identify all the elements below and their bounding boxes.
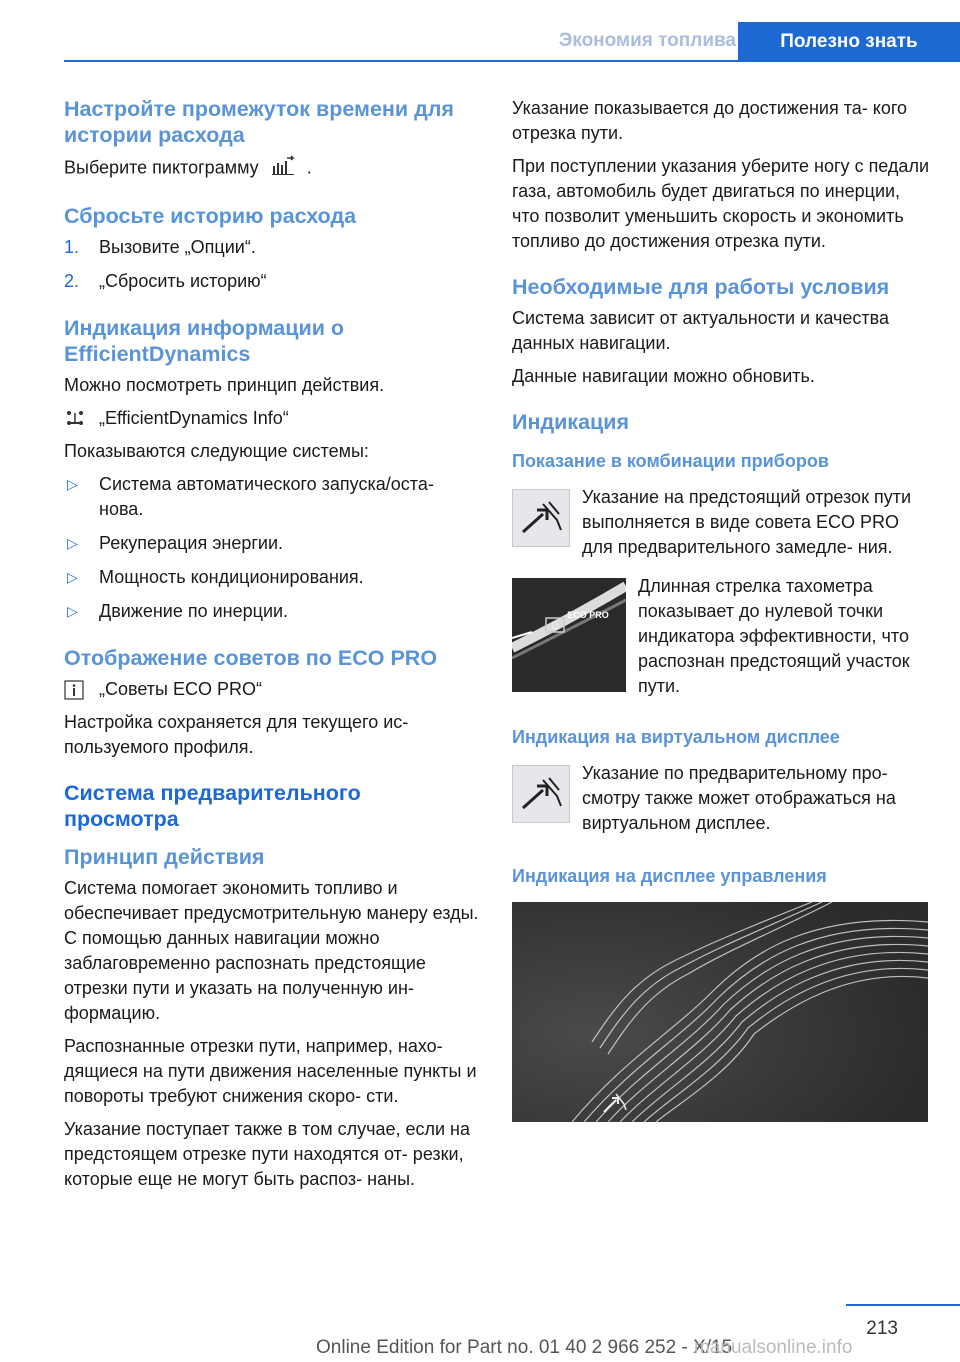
paragraph-release-gas: При поступлении указания уберите ногу с педали газа, автомобиль будет двигаться по инерции, что позволит уменьшить скорость и экономить топливо до достижения отрезка пути. <box>512 156 929 251</box>
footer-rule <box>846 1304 960 1306</box>
tachometer-image <box>512 578 626 692</box>
page-number: 213 <box>866 1318 898 1339</box>
paragraph-cluster: Указание на предстоящий отрезок пути выполняется в виде совета ECO PRO для предварительного замедле‐ ния. <box>582 487 911 557</box>
paragraph-requirements-1: Система зависит от актуальности и качества данных навигации. <box>512 308 889 353</box>
bullet-triangle-icon: ▷ <box>67 476 78 492</box>
paragraph-function-1: Система помогает экономить топливо и обеспечивает предусмотрительную манеру езды. С помощью данных навигации можно заблаговременно распознать предстоящие отрезки пути и указать на полученную ин‐ формацию. <box>64 878 479 1023</box>
header-rule <box>64 60 960 62</box>
info-icon <box>64 680 84 707</box>
heading-virtual-display: Индикация на виртуальном дисплее <box>512 727 840 747</box>
paragraph-until: Указание показывается до достижения та‐ кого отрезка пути. <box>512 98 908 143</box>
paragraph-requirements-2: Данные навигации можно обновить. <box>512 366 815 386</box>
bullet-triangle-icon: ▷ <box>67 603 78 619</box>
systems-list <box>64 472 480 624</box>
heading-control-display: Индикация на дисплее управления <box>512 866 827 886</box>
paragraph-function-3: Указание поступает также в том случае, если на предстоящем отрезке пути находятся от‐ резки, которые еще не могут быть распоз‐ наны. <box>64 1119 470 1189</box>
system-text: Рекуперация энергии. <box>99 533 284 553</box>
consumption-history-icon <box>270 154 296 183</box>
heading-eco-tips: Отображение советов по ECO PRO <box>64 646 438 670</box>
paragraph-principle: Можно посмотреть принцип действия. <box>64 375 385 395</box>
paragraph-virtual: Указание по предварительному про‐ смотру также может отображаться на виртуальном дисплее. <box>582 763 896 833</box>
tacho-block <box>512 574 932 699</box>
select-icon-text: Выберите пиктограмму <box>64 157 259 178</box>
list-item <box>64 531 480 556</box>
ed-info-menu-item <box>64 406 480 431</box>
edition-text: Online Edition for Part no. 01 40 2 966 252 - X/15 <box>316 1337 733 1358</box>
right-column <box>512 96 932 1122</box>
left-column <box>64 96 480 1200</box>
list-item <box>64 565 480 590</box>
list-item <box>64 235 480 260</box>
select-icon-period: . <box>306 157 312 178</box>
cluster-block <box>512 485 932 560</box>
eco-tips-menu-item <box>64 677 480 702</box>
header-section-link[interactable]: Экономия топлива <box>558 30 736 51</box>
paragraph-tacho: Длинная стрелка тахометра показывает до нулевой точки индикатора эффективности, что распознан предстоящий участок пути. <box>638 576 910 696</box>
eco-pro-label: ECO PRO <box>567 610 609 620</box>
list-item <box>64 472 480 522</box>
step-text: Вызовите „Опции“. <box>99 237 256 257</box>
page-header <box>64 22 960 62</box>
heading-display: Индикация <box>512 410 630 434</box>
efficientdynamics-icon <box>64 409 86 434</box>
list-item <box>64 269 480 294</box>
watermark: manualsonline.info <box>694 1337 853 1358</box>
bullet-triangle-icon: ▷ <box>67 535 78 551</box>
system-text: Мощность кондиционирования. <box>99 567 364 587</box>
virtual-block <box>512 761 932 836</box>
heading-reset-history: Сбросьте историю расхода <box>64 204 357 228</box>
list-item <box>64 599 480 624</box>
step-text: „Сбросить историю“ <box>99 271 267 291</box>
heading-ed-info: Индикация информации о EfficientDynamics <box>64 316 345 366</box>
step-number: 2. <box>64 271 80 291</box>
step-number: 1. <box>64 237 80 257</box>
ed-info-label: „EfficientDynamics Info“ <box>99 408 289 428</box>
heading-function: Принцип действия <box>64 845 265 869</box>
bullet-triangle-icon: ▷ <box>67 569 78 585</box>
heading-requirements: Необходимые для работы условия <box>512 275 890 299</box>
paragraph-shown-systems: Показываются следующие системы: <box>64 441 369 461</box>
gear-indicator: D <box>551 621 559 632</box>
control-display-image <box>512 902 928 1122</box>
coasting-hint-icon <box>512 489 570 547</box>
paragraph-profile: Настройка сохраняется для текущего ис‐ пользуемого профиля. <box>64 712 409 757</box>
coasting-hint-icon <box>512 765 570 823</box>
paragraph-select-icon <box>64 154 480 183</box>
paragraph-function-2: Распознанные отрезки пути, например, нахо‐ дящиеся на пути движения населенные пункты и повороты требуют снижения скоро‐ сти. <box>64 1036 477 1106</box>
reset-steps-list <box>64 235 480 294</box>
eco-tips-label: „Советы ECO PRO“ <box>99 679 262 699</box>
system-text: Система автоматического запуска/оста‐ нова. <box>99 474 434 519</box>
header-active-tab[interactable]: Полезно знать <box>738 22 960 62</box>
heading-history-interval: Настройте промежуток времени для истории расхода <box>64 97 454 147</box>
system-text: Движение по инерции. <box>99 601 289 621</box>
heading-preview-system: Система предварительного просмотра <box>64 781 361 831</box>
heading-cluster: Показание в комбинации приборов <box>512 451 829 471</box>
